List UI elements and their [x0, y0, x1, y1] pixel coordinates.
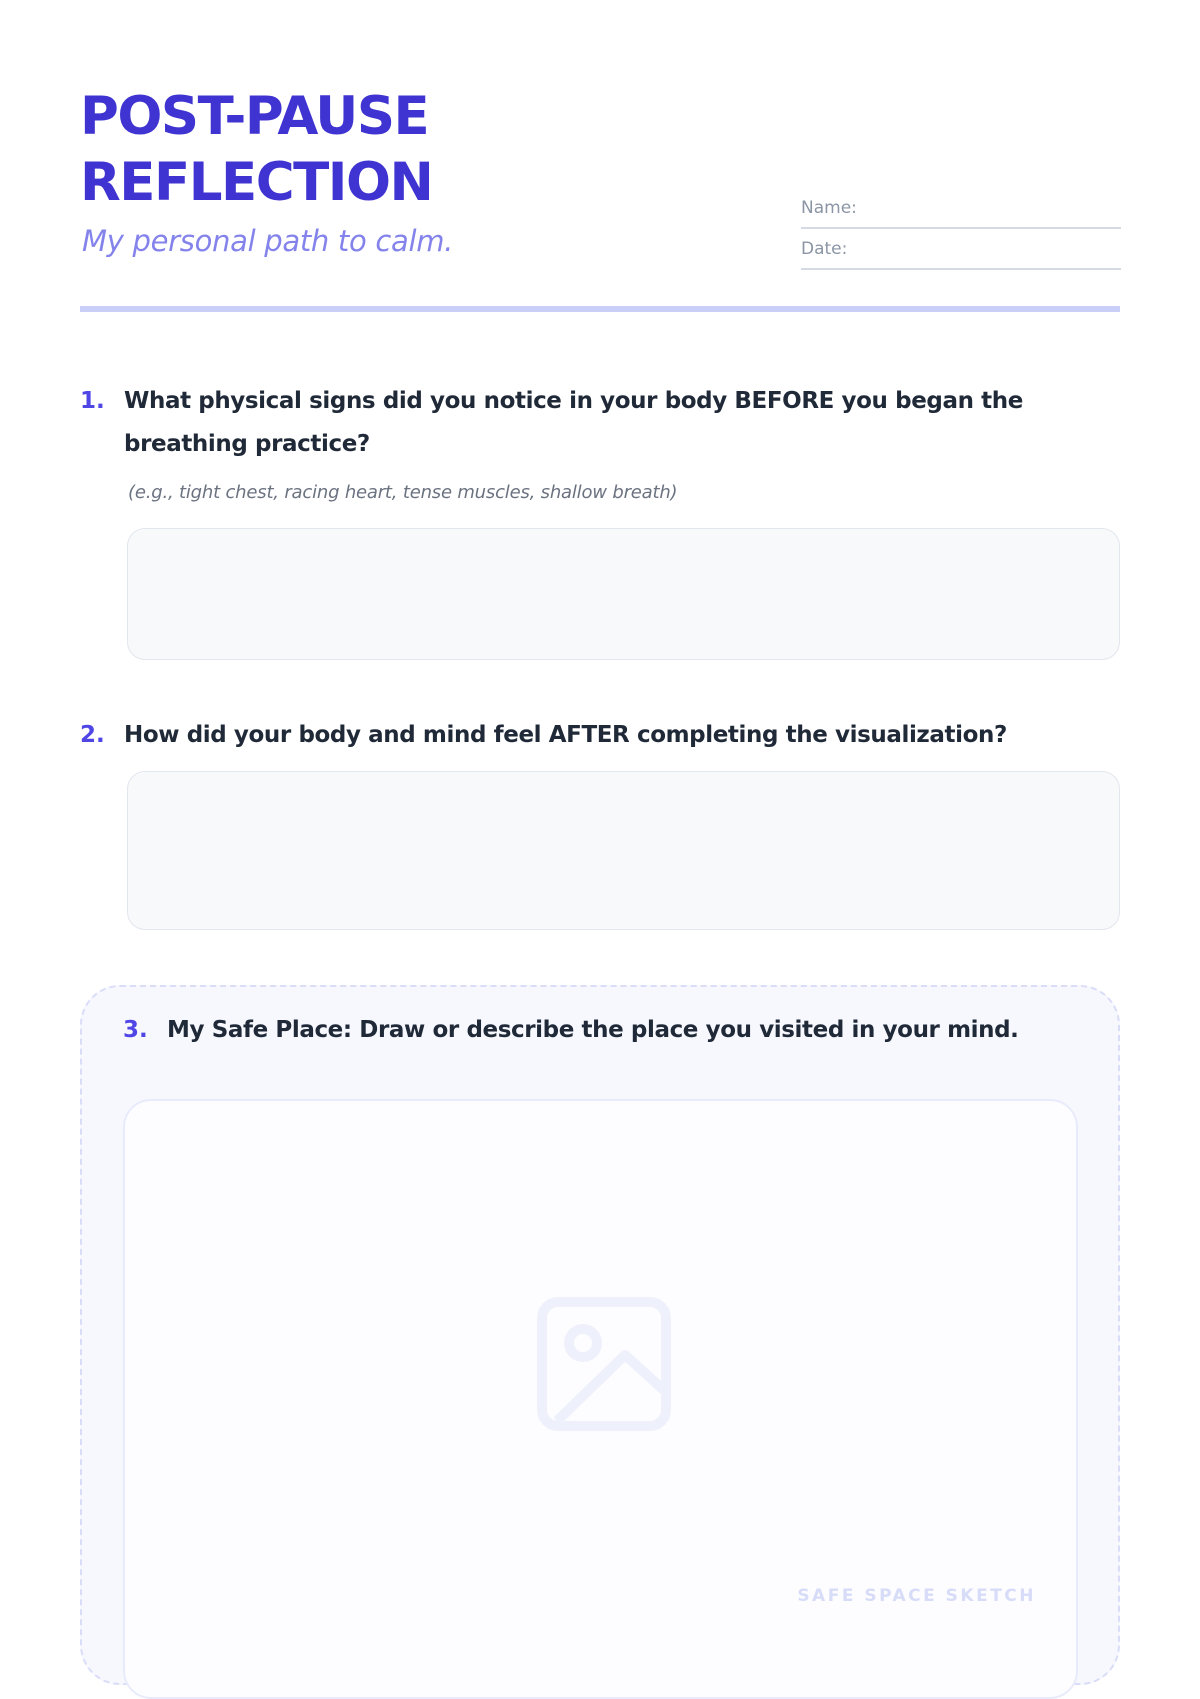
date-label: Date: [801, 239, 848, 259]
question-number: 3. [123, 1017, 148, 1043]
answer-box-2[interactable] [127, 771, 1120, 930]
question-number: 2. [80, 722, 105, 748]
image-icon [537, 1297, 671, 1431]
page-subtitle: My personal path to calm. [82, 224, 454, 258]
header [80, 84, 1120, 314]
title-line-1: POST-PAUSE [80, 86, 429, 147]
answer-box-1[interactable] [127, 528, 1120, 660]
name-date-fields [801, 188, 1121, 270]
sketch-label: SAFE SPACE SKETCH [797, 1586, 1036, 1606]
sketch-area[interactable] [123, 1099, 1078, 1699]
question-text: My Safe Place: Draw or describe the place you visited in your mind. [167, 1017, 1019, 1043]
page-title [80, 84, 640, 216]
question-hint: (e.g., tight chest, racing heart, tense muscles, shallow breath) [128, 482, 678, 503]
question-2 [80, 714, 1120, 934]
name-field[interactable] [801, 188, 1121, 229]
header-divider [80, 306, 1120, 312]
worksheet-page [80, 0, 1120, 1606]
question-text: What physical signs did you notice in your body BEFORE you began the breathing practice? [124, 388, 1023, 457]
question-1 [80, 380, 1120, 660]
question-text: How did your body and mind feel AFTER completing the visualization? [124, 722, 1007, 748]
name-label: Name: [801, 198, 857, 218]
title-line-2: REFLECTION [80, 152, 433, 213]
question-number: 1. [80, 388, 105, 414]
safe-place-card [80, 985, 1120, 1685]
date-field[interactable] [801, 229, 1121, 270]
